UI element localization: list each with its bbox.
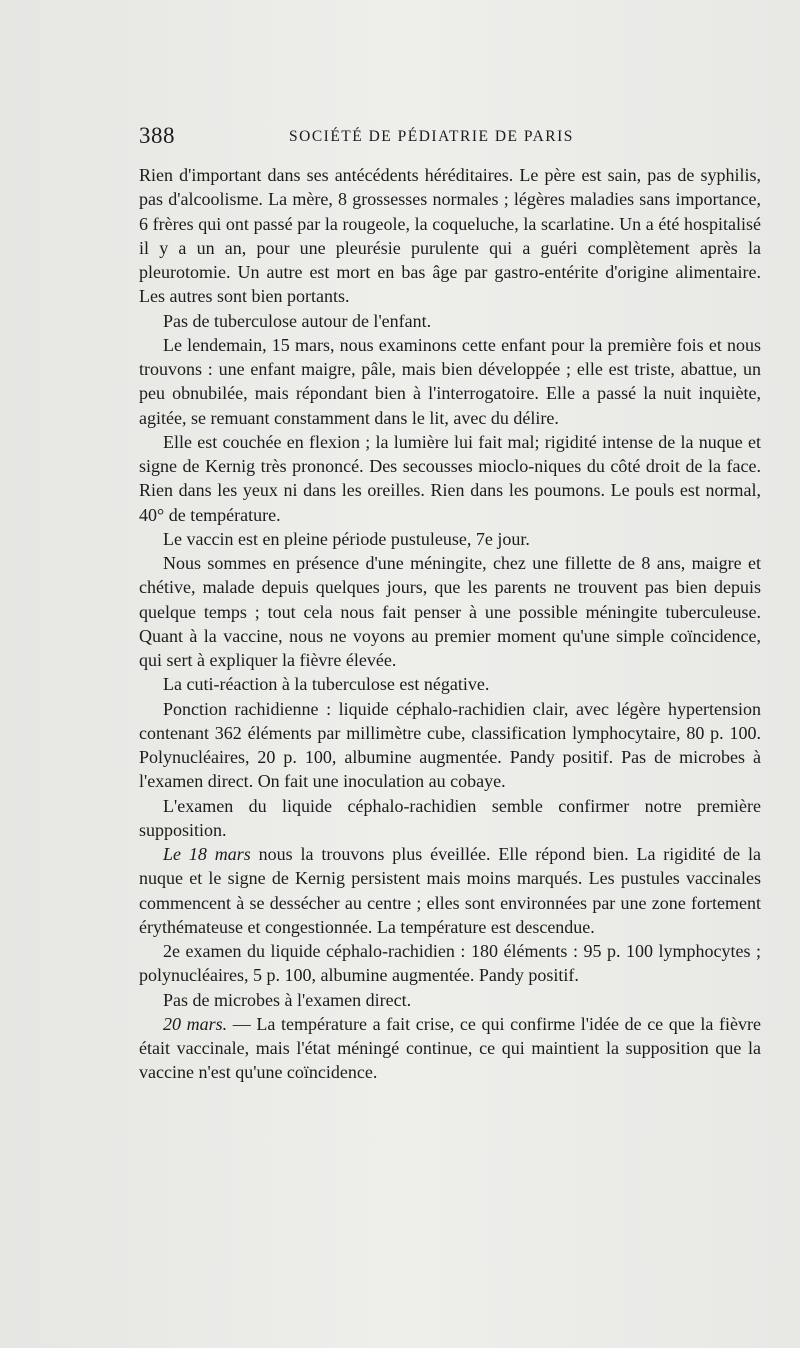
paragraph-text: — La température a fait crise, ce qui confirme l'idée de ce que la fièvre était vaccinale, mais l'état méningé continue, ce qui maintient la supposition que la vaccine n'est qu'une coïncidence.	[139, 1013, 761, 1083]
paragraph-text: L'examen du liquide céphalo-rachidien semble confirmer notre première supposition.	[139, 795, 761, 840]
paragraph	[139, 988, 761, 1012]
paragraph-lead: 20 mars.	[163, 1013, 228, 1034]
paragraph	[139, 527, 761, 551]
paragraph-text: Rien d'important dans ses antécédents héréditaires. Le père est sain, pas de syphilis, pas d'alcoolisme. La mère, 8 grossesses normales ; légères maladies sans importance, 6 frères qui ont passé par la rougeole, la coqueluche, la scarlatine. Un a été hospitalisé il y a un an, pour une pleurésie purulente qui a guéri complètement après la pleurotomie. Un autre est mort en bas âge par gastro-entérite d'origine alimentaire. Les autres sont bien portants.	[139, 165, 761, 307]
paragraph	[139, 794, 761, 843]
paragraph	[139, 430, 761, 527]
paragraph-text: Le lendemain, 15 mars, nous examinons cette enfant pour la première fois et nous trouvons : une enfant maigre, pâle, mais bien développée ; elle est triste, abattue, un peu obnubilée, mais répondant bien à l'interrogatoire. Elle a passé la nuit inquiète, agitée, se remuant constamment dans le lit, avec du délire.	[139, 334, 761, 428]
body-text	[139, 163, 761, 1085]
page-number: 388	[139, 123, 175, 148]
paragraph	[139, 697, 761, 794]
paragraph	[139, 842, 761, 939]
paragraph	[139, 939, 761, 988]
paragraph-text: La cuti-réaction à la tuberculose est négative.	[163, 674, 490, 695]
paragraph-lead: Le 18 mars	[163, 844, 251, 864]
paragraph-text: Le vaccin est en pleine période pustuleuse, 7e jour.	[163, 528, 530, 549]
paragraph-text: nous la trouvons plus éveillée. Elle répond bien. La rigidité de la nuque et le signe de Kernig persistent mais moins marqués. Les pustules vaccinales commencent à se dessécher au centre ; elles sont environnées par une zone fortement érythémateuse et congestionnée. La température est descendue.	[139, 844, 762, 937]
running-title: SOCIÉTÉ DE PÉDIATRIE DE PARIS	[289, 128, 574, 145]
paragraph-text: 2e examen du liquide céphalo-rachidien : 180 éléments : 95 p. 100 lymphocytes ; polynucléaires, 5 p. 100, albumine augmentée. Pandy positif.	[139, 941, 761, 986]
paragraph	[139, 309, 761, 333]
paragraph	[139, 333, 761, 430]
paragraph-text: Elle est couchée en flexion ; la lumière lui fait mal; rigidité intense de la nuque et signe de Kernig très prononcé. Des secousses mioclo-niques du côté droit de la face. Rien dans les yeux ni dans les oreilles. Rien dans les poumons. Le pouls est normal, 40° de température.	[139, 431, 761, 525]
page-header	[139, 123, 761, 157]
paragraph	[139, 672, 761, 696]
paragraph-text: Pas de microbes à l'examen direct.	[163, 989, 412, 1010]
paragraph-text: Nous sommes en présence d'une méningite, chez une fillette de 8 ans, maigre et chétive, malade depuis quelques jours, que les parents ne trouvent pas bien depuis quelque temps ; tout cela nous fait penser à une possible méningite tuberculeuse. Quant à la vaccine, nous ne voyons au premier moment qu'une simple coïncidence, qui sert à expliquer la fièvre élevée.	[139, 553, 761, 670]
paragraph-text: Pas de tuberculose autour de l'enfant.	[163, 310, 432, 331]
paragraph	[139, 551, 761, 672]
paragraph-text: Ponction rachidienne : liquide céphalo-rachidien clair, avec légère hypertension contenant 362 éléments par millimètre cube, classification lymphocytaire, 80 p. 100. Polynucléaires, 20 p. 100, albumine augmentée. Pandy positif. Pas de microbes à l'examen direct. On fait une inoculation au cobaye.	[139, 698, 761, 792]
paragraph	[139, 163, 761, 309]
paragraph	[139, 1012, 761, 1085]
